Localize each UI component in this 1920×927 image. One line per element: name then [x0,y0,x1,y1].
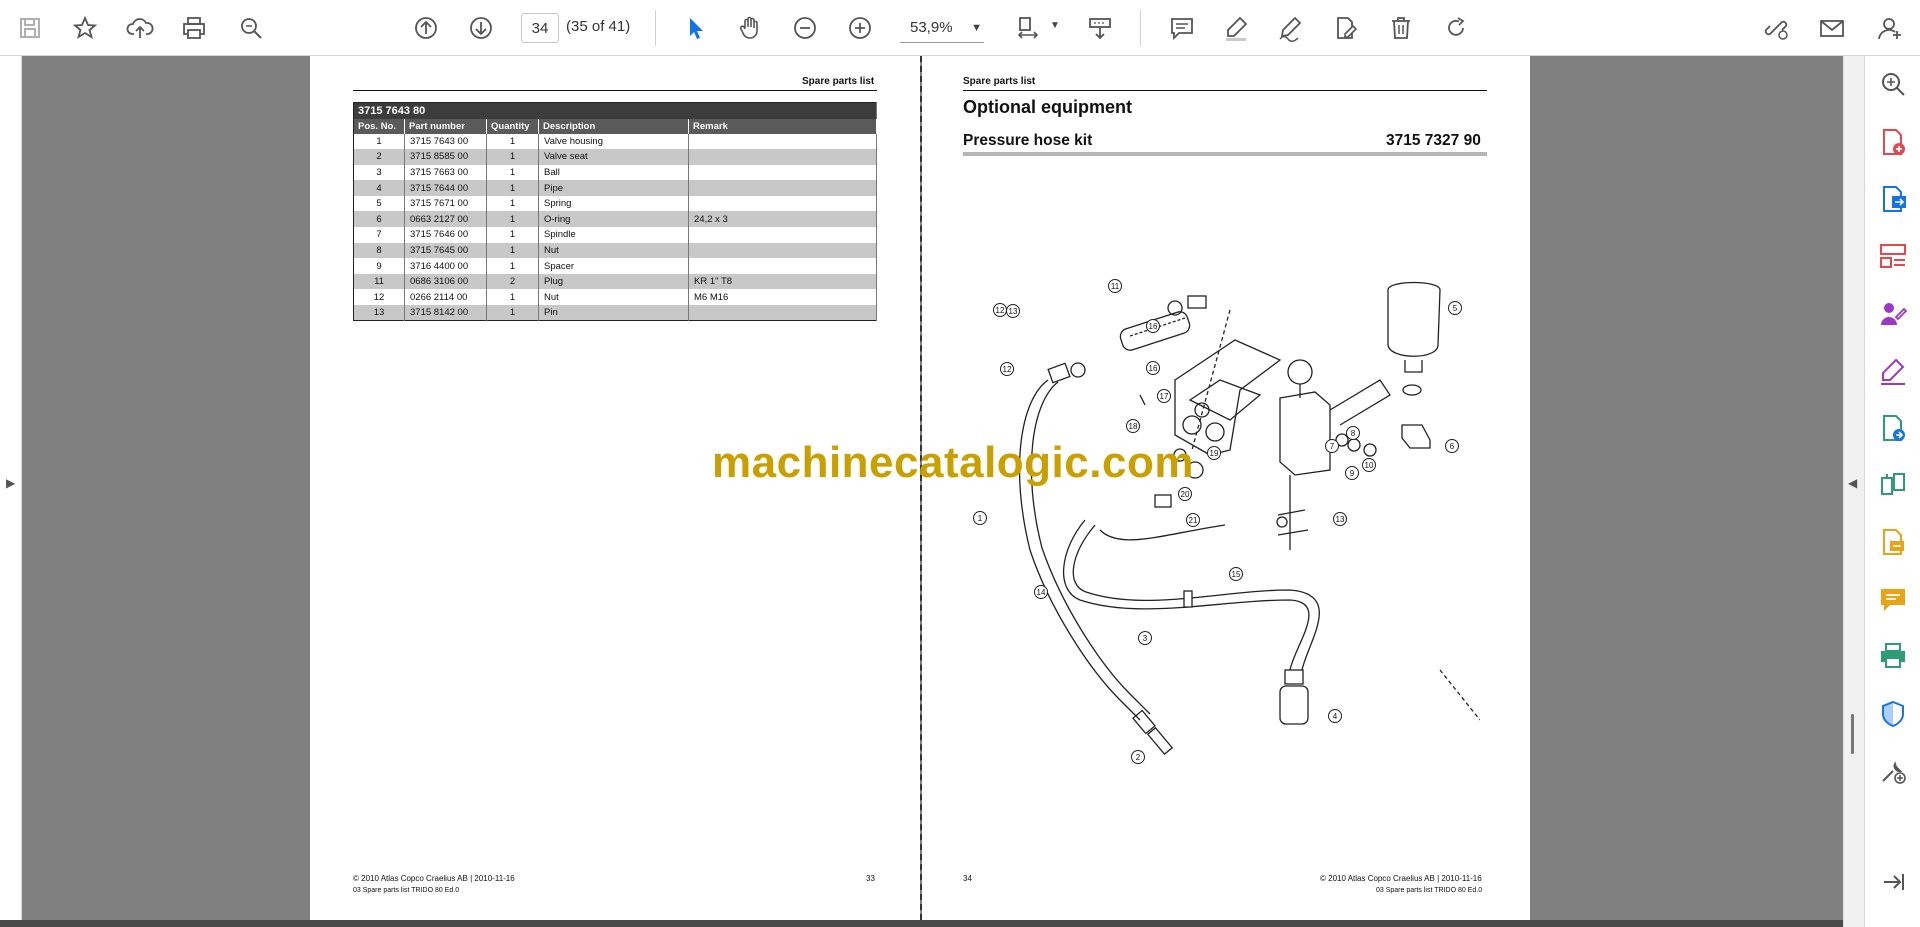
table-row [354,305,877,321]
edit-text-button[interactable] [1325,8,1365,48]
collapse-pane-icon [1878,867,1908,897]
callout-4 [1329,710,1342,723]
table-cell: 1 [487,211,539,227]
callout-label: 20 [1180,490,1190,499]
scrollbar-thumb[interactable] [1851,714,1854,754]
table-cell: Plug [539,274,689,290]
rail-zoom-button[interactable] [1875,66,1911,102]
callout-label: 1 [977,514,983,523]
hand-icon [736,14,764,42]
request-signature-icon [1878,299,1908,329]
parts-table [353,102,877,321]
table-cell: Ball [539,165,689,181]
column-header: Quantity [487,119,539,134]
callout-12 [994,304,1007,317]
table-cell: 4 [354,180,405,196]
table-cell: 3715 7643 00 [405,134,487,150]
table-cell: 3715 8585 00 [405,149,487,165]
email-icon [1818,14,1846,42]
table-row [354,289,877,305]
callout-label: 21 [1188,516,1198,525]
callout-17 [1158,390,1171,403]
find-button[interactable] [231,8,271,48]
page-number: 34 [963,874,972,883]
table-header-row [354,119,877,134]
callout-13 [1007,305,1020,318]
callout-9 [1346,467,1359,480]
table-title: 3715 7643 80 [354,103,877,119]
create-pdf-tool[interactable] [1875,124,1911,160]
callout-13 [1334,513,1347,526]
table-cell: 12 [354,289,405,305]
sign-icon [1276,14,1304,42]
callout-label: 7 [1329,442,1335,451]
table-cell: 3715 7671 00 [405,196,487,212]
toolbar [0,0,1920,56]
zoom-in-button[interactable] [840,8,880,48]
more-tools-icon [1878,756,1908,786]
highlight-icon [1222,14,1250,42]
table-cell: 1 [487,227,539,243]
table-cell: Nut [539,243,689,259]
page-number-input[interactable] [521,13,559,43]
callout-label: 5 [1452,304,1458,313]
table-cell: 24,2 x 3 [689,211,877,227]
comment-tool[interactable] [1875,581,1911,617]
callout-16 [1147,320,1160,333]
table-cell: 13 [354,305,405,321]
scroll-mode-button[interactable] [1080,8,1120,48]
callout-label: 6 [1449,442,1455,451]
column-header: Part number [405,119,487,134]
callout-7 [1326,440,1339,453]
left-panel-rail [0,56,22,927]
table-cell: 3715 7645 00 [405,243,487,259]
comment-button[interactable] [1162,8,1202,48]
scan-ocr-tool[interactable] [1875,524,1911,560]
table-cell: 1 [487,258,539,274]
callout-label: 10 [1364,461,1374,470]
chevron-down-icon: ▼ [1050,20,1060,31]
chevron-down-icon: ▼ [971,22,982,34]
comment-icon [1168,14,1196,42]
table-cell: 1 [487,134,539,150]
callout-label: 18 [1128,422,1138,431]
create-pdf-icon [1878,127,1908,157]
table-cell: 1 [354,134,405,150]
page-number: 33 [866,874,875,883]
scan-icon [1878,527,1908,557]
table-cell [689,134,877,150]
export-pdf-tool[interactable] [1875,181,1911,217]
table-cell: 5 [354,196,405,212]
fit-page-icon [1014,14,1042,42]
zoom-out-button[interactable] [785,8,825,48]
table-title-row [354,103,877,119]
callout-label: 19 [1209,449,1219,458]
table-cell: 1 [487,165,539,181]
callout-8 [1347,427,1360,440]
toolbar-divider [1140,10,1141,46]
callout-label: 3 [1142,634,1148,643]
zoom-level-value: 53,9% [910,19,953,36]
footer-doc-title: 03 Spare parts list TRIDO 80 Ed.0 [353,887,460,894]
table-cell: Pin [539,305,689,321]
organize-pages-tool[interactable] [1875,238,1911,274]
toolbar-divider [655,10,656,46]
status-strip [0,920,1843,927]
table-cell: 3715 7646 00 [405,227,487,243]
table-cell: 3 [354,165,405,181]
callout-5 [1449,302,1462,315]
select-tool-button[interactable] [676,8,716,48]
save-button[interactable] [10,8,50,48]
callout-1 [974,512,987,525]
link-share-icon [1762,14,1790,42]
zoom-in-icon [846,14,874,42]
organize-pages-icon [1878,241,1908,271]
account-icon [1876,14,1904,42]
callout-6 [1446,440,1459,453]
table-cell [689,227,877,243]
table-cell [689,196,877,212]
table-cell: Pipe [539,180,689,196]
table-cell: 1 [487,149,539,165]
compare-icon [1878,470,1908,500]
upload-icon [126,14,154,42]
table-cell [689,149,877,165]
table-row [354,180,877,196]
edit-pdf-tool[interactable] [1875,410,1911,446]
callout-label: 11 [1110,282,1120,291]
table-cell: Spindle [539,227,689,243]
sign-button[interactable] [1270,8,1310,48]
table-row [354,196,877,212]
callout-label: 12 [1002,365,1012,374]
protect-icon [1878,699,1908,729]
vertical-scrollbar[interactable] [1843,56,1864,927]
callout-label: 16 [1148,364,1158,373]
callout-14 [1035,586,1048,599]
table-cell: Spacer [539,258,689,274]
exploded-view-diagram [960,250,1480,780]
callout-16 [1147,362,1160,375]
more-tools[interactable] [1875,753,1911,789]
callout-21 [1187,514,1200,527]
header-rule [353,90,877,91]
comment-tool-icon [1878,584,1908,614]
table-cell: 0686 3106 00 [405,274,487,290]
table-row [354,243,877,259]
zoom-icon [1878,69,1908,99]
rotate-icon [1442,14,1470,42]
table-cell: Spring [539,196,689,212]
footer-copyright: © 2010 Atlas Copco Craelius AB | 2010-11-16 [1320,874,1482,883]
fit-page-button[interactable] [1008,8,1048,48]
callout-11 [1109,280,1122,293]
table-cell: 3715 7663 00 [405,165,487,181]
table-cell: Nut [539,289,689,305]
table-cell: 1 [487,196,539,212]
column-header: Pos. No. [354,119,405,134]
table-cell: M6 M16 [689,289,877,305]
table-cell [689,305,877,321]
scroll-mode-icon [1086,14,1114,42]
table-row [354,227,877,243]
table-row [354,165,877,181]
callout-15 [1230,568,1243,581]
edit-file-icon [1331,14,1359,42]
callout-label: 17 [1159,392,1169,401]
callout-10 [1363,459,1376,472]
table-row [354,258,877,274]
page-count: (35 of 41) [566,18,631,35]
request-signatures-tool[interactable] [1875,296,1911,332]
previous-page-button[interactable] [406,8,446,48]
save-icon [16,14,44,42]
column-header: Description [539,119,689,134]
star-icon [71,14,99,42]
callout-2 [1132,751,1145,764]
highlight-button[interactable] [1216,8,1256,48]
table-row [354,274,877,290]
callout-label: 12 [995,306,1005,315]
table-cell: 1 [487,243,539,259]
table-cell: 0266 2114 00 [405,289,487,305]
callout-label: 13 [1335,515,1345,524]
hand-tool-button[interactable] [730,8,770,48]
fill-sign-tool[interactable] [1875,353,1911,389]
table-cell: 1 [487,180,539,196]
table-cell: 6 [354,211,405,227]
table-cell: KR 1" T8 [689,274,877,290]
table-cell [689,258,877,274]
next-page-button[interactable] [461,8,501,48]
callout-label: 2 [1135,753,1141,762]
zoom-out-icon [791,14,819,42]
callout-label: 16 [1148,322,1158,331]
table-cell: 3715 7644 00 [405,180,487,196]
print-production-icon [1878,641,1908,671]
collapse-tools-pane[interactable] [1875,864,1911,900]
watermark: machinecatalogic.com [712,438,1194,487]
table-cell: 0663 2127 00 [405,211,487,227]
print-button[interactable] [174,8,214,48]
table-cell: 2 [487,274,539,290]
page-header-label: Spare parts list [963,76,1036,87]
table-cell [689,243,877,259]
table-body [354,134,877,321]
callout-18 [1127,420,1140,433]
zoom-search-icon [237,14,265,42]
footer-copyright: © 2010 Atlas Copco Craelius AB | 2010-11-16 [353,874,515,883]
callout-label: 8 [1350,429,1356,438]
table-cell: 7 [354,227,405,243]
table-row [354,149,877,165]
table-cell: O-ring [539,211,689,227]
callout-12 [1001,363,1014,376]
callout-20 [1179,488,1192,501]
bookmark-button[interactable] [65,8,105,48]
table-cell: 1 [487,289,539,305]
page-up-icon [412,14,440,42]
callout-label: 15 [1231,570,1241,579]
callout-3 [1139,632,1152,645]
page-header-label: Spare parts list [802,76,875,87]
export-pdf-icon [1878,184,1908,214]
delete-icon [1387,14,1415,42]
print-icon [180,14,208,42]
kit-title-rule [963,152,1487,156]
table-cell [689,180,877,196]
table-cell [689,165,877,181]
kit-number: 3715 7327 90 [1386,132,1481,149]
collapse-right-panel-icon[interactable]: ◀ [1848,476,1858,490]
section-title: Optional equipment [963,97,1132,117]
table-cell: Valve housing [539,134,689,150]
table-cell: 2 [354,149,405,165]
kit-name: Pressure hose kit [963,132,1093,149]
delete-button[interactable] [1381,8,1421,48]
callout-label: 13 [1008,307,1018,316]
column-header: Remark [689,119,877,134]
fill-sign-icon [1878,356,1908,386]
upload-button[interactable] [120,8,160,48]
callout-19 [1208,447,1221,460]
callout-label: 14 [1036,588,1046,597]
share-link-button[interactable] [1756,8,1796,48]
protect-tool[interactable] [1875,696,1911,732]
rotate-button[interactable] [1436,8,1476,48]
table-cell: Valve seat [539,149,689,165]
table-cell: 1 [487,305,539,321]
page-divider [920,56,922,920]
select-cursor-icon [682,14,710,42]
compare-files-tool[interactable] [1875,467,1911,503]
zoom-level-select[interactable] [900,13,984,43]
table-row [354,211,877,227]
account-button[interactable] [1870,8,1910,48]
footer-doc-title: 03 Spare parts list TRIDO 80 Ed.0 [1376,887,1483,894]
print-production-tool[interactable] [1875,638,1911,674]
email-button[interactable] [1812,8,1852,48]
callout-label: 9 [1349,469,1355,478]
table-cell: 3716 4400 00 [405,258,487,274]
page-down-icon [467,14,495,42]
table-cell: 8 [354,243,405,259]
table-row [354,134,877,150]
tools-rail [1864,56,1920,927]
table-cell: 3715 8142 00 [405,305,487,321]
edit-pdf-icon [1878,413,1908,443]
callout-label: 4 [1332,712,1338,721]
table-cell: 11 [354,274,405,290]
expand-left-panel-icon[interactable]: ▶ [6,476,16,490]
table-cell: 9 [354,258,405,274]
header-rule [963,90,1487,91]
